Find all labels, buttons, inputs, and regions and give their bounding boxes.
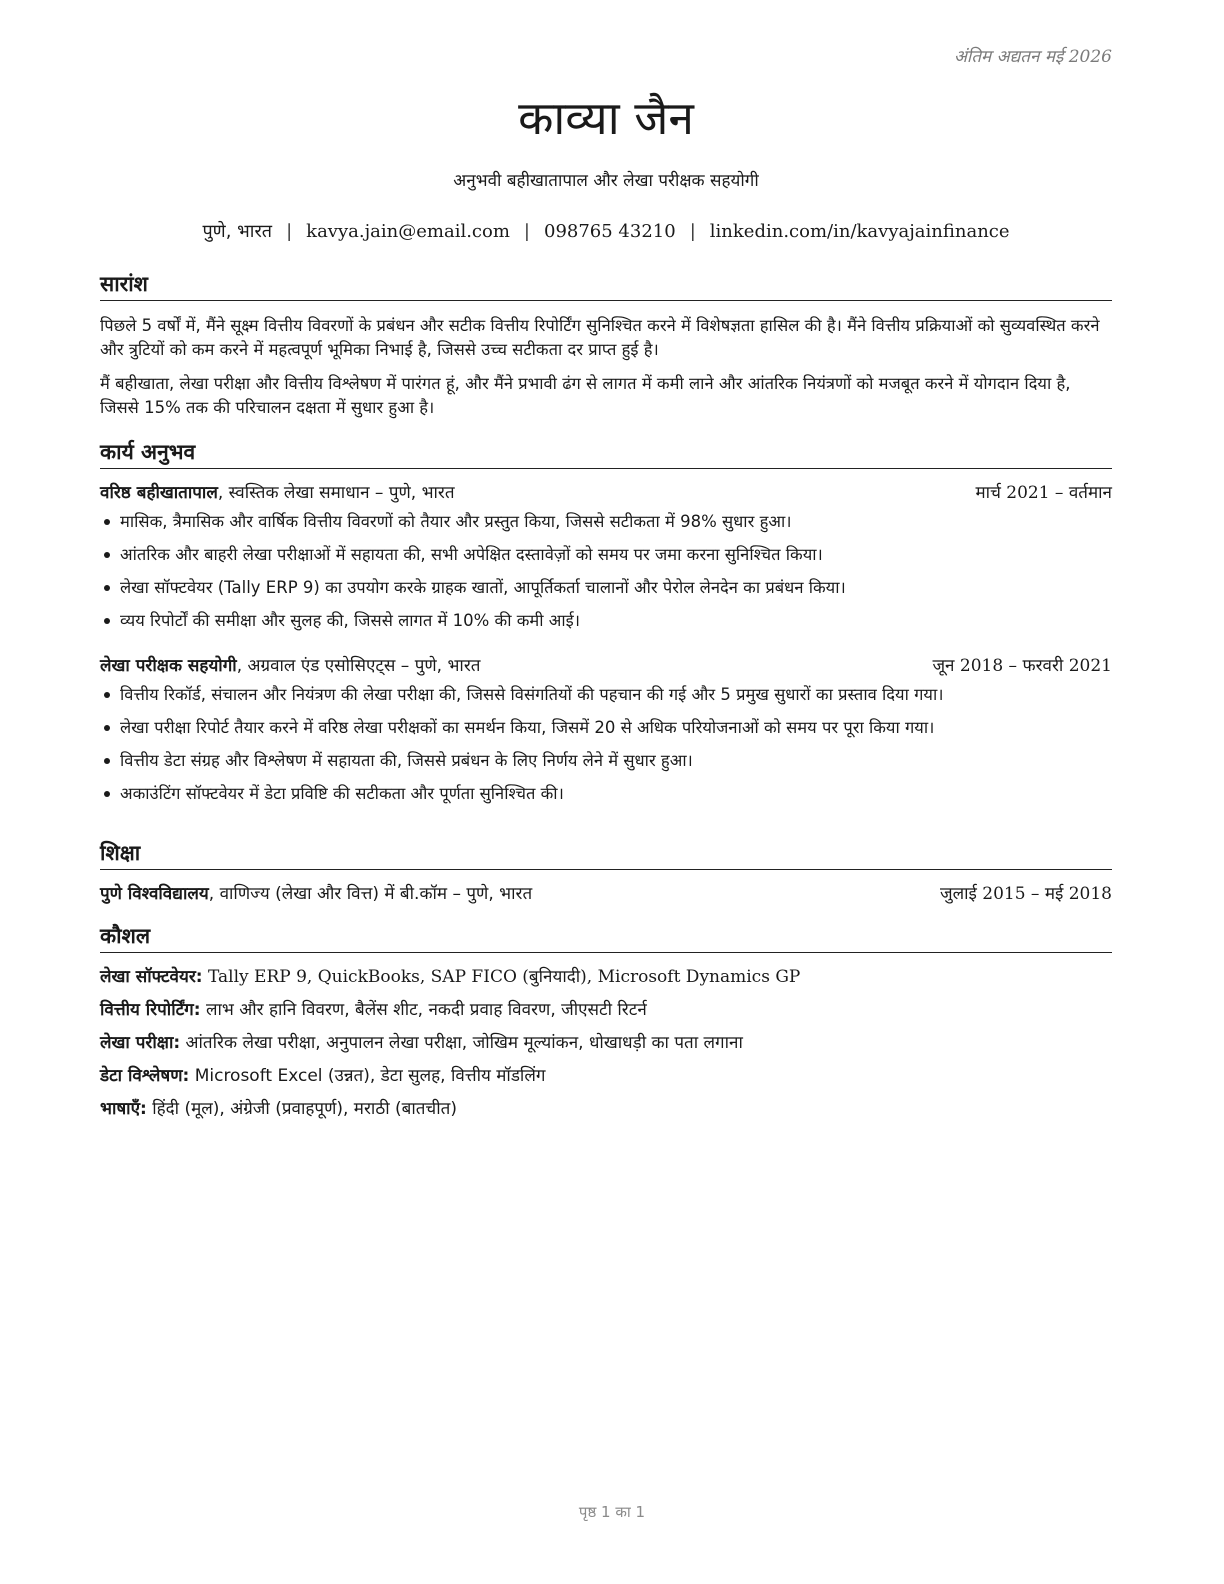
education-institution: पुणे विश्वविद्यालय: [100, 884, 209, 904]
skill-label: भाषाएँ:: [100, 1099, 147, 1119]
job-entry: [100, 481, 1112, 637]
skill-value: हिंदी (मूल), अंग्रेजी (प्रवाहपूर्ण), मराठी (बातचीत): [146, 1099, 457, 1119]
summary-section: [100, 270, 1112, 420]
contact-separator: |: [689, 221, 696, 242]
experience-section: [100, 438, 1112, 810]
education-dates: जुलाई 2015 – मई 2018: [939, 884, 1112, 904]
job-role: वरिष्ठ बहीखातापाल: [100, 483, 218, 503]
skill-row: [100, 1027, 1112, 1060]
job-dates: जून 2018 – फरवरी 2021: [932, 656, 1112, 676]
education-entry: [100, 882, 1112, 906]
job-bullet: आंतरिक और बाहरी लेखा परीक्षाओं में सहायता की, सभी अपेक्षित दस्तावेज़ों को समय पर जमा करना सुनिश्चित किया।: [100, 538, 1112, 571]
education-section: [100, 839, 1112, 906]
skill-value: लाभ और हानि विवरण, बैलेंस शीट, नकदी प्रवाह विवरण, जीएसटी रिटर्न: [200, 1000, 647, 1020]
page-number: पृष्ठ 1 का 1: [578, 1503, 646, 1521]
skills-list: [100, 961, 1112, 1126]
job-bullet: मासिक, त्रैमासिक और वार्षिक वित्तीय विवरणों को तैयार और प्रस्तुत किया, जिससे सटीकता में 98% सुधार हुआ।: [100, 505, 1112, 538]
contact-separator: |: [523, 221, 530, 242]
job-bullet: वित्तीय रिकॉर्ड, संचालन और नियंत्रण की लेखा परीक्षा की, जिससे विसंगतियों की पहचान की गई और 5 प्रमुख सुधारों का प्रस्ताव दिया गया।: [100, 678, 1112, 711]
job-bullet: व्यय रिपोर्टों की समीक्षा और सुलह की, जिससे लागत में 10% की कमी आई।: [100, 604, 1112, 637]
job-bullet: लेखा सॉफ्टवेयर (Tally ERP 9) का उपयोग करके ग्राहक खातों, आपूर्तिकर्ता चालानों और पेरोल लेनदेन का प्रबंधन किया।: [100, 571, 1112, 604]
contact-line: [100, 219, 1112, 243]
contact-linkedin[interactable]: linkedin.com/in/kavyajainfinance: [709, 221, 1010, 242]
skill-value: आंतरिक लेखा परीक्षा, अनुपालन लेखा परीक्षा, जोखिम मूल्यांकन, धोखाधड़ी का पता लगाना: [180, 1033, 743, 1053]
job-header: [100, 481, 1112, 505]
job-dates: मार्च 2021 – वर्तमान: [975, 483, 1112, 503]
summary-paragraph: पिछले 5 वर्षों में, मैंने सूक्ष्म वित्तीय विवरणों के प्रबंधन और सटीक वित्तीय रिपोर्टिंग सुनिश्चित करने में विशेषज्ञता हासिल की है। मैंने वित्तीय प्रक्रियाओं को सुव्यवस्थित करने और त्रुटियों को कम करने में महत्वपूर्ण भूमिका निभाई है, जिससे उच्च सटीकता दर प्राप्त हुई है।: [100, 316, 1100, 359]
section-title-skills: कौशल: [100, 922, 1112, 953]
job-bullets: [100, 505, 1112, 637]
job-bullet: अकाउंटिंग सॉफ्टवेयर में डेटा प्रविष्टि की सटीकता और पूर्णता सुनिश्चित की।: [100, 777, 1112, 810]
job-entry: [100, 654, 1112, 810]
skill-label: लेखा सॉफ्टवेयर:: [100, 967, 203, 987]
candidate-name: काव्या जैन: [518, 91, 694, 145]
job-bullet: लेखा परीक्षा रिपोर्ट तैयार करने में वरिष्ठ लेखा परीक्षकों का समर्थन किया, जिसमें 20 से अधिक परियोजनाओं को समय पर पूरा किया गया।: [100, 711, 1112, 744]
education-detail: , वाणिज्य (लेखा और वित्त) में बी.कॉम – पुणे, भारत: [208, 884, 533, 904]
section-title-experience: कार्य अनुभव: [100, 438, 1112, 469]
job-bullet: वित्तीय डेटा संग्रह और विश्लेषण में सहायता की, जिससे प्रबंधन के लिए निर्णय लेने में सुधार हुआ।: [100, 744, 1112, 777]
skill-label: वित्तीय रिपोर्टिंग:: [100, 1000, 201, 1020]
skills-section: [100, 922, 1112, 1126]
skill-value: Microsoft Excel (उन्नत), डेटा सुलह, वित्तीय मॉडलिंग: [189, 1066, 546, 1086]
skill-label: लेखा परीक्षा:: [100, 1033, 181, 1053]
contact-phone[interactable]: 098765 43210: [544, 221, 676, 242]
job-bullets: [100, 678, 1112, 810]
skill-label: डेटा विश्लेषण:: [100, 1066, 190, 1086]
job-header: [100, 654, 1112, 678]
skill-row: [100, 1093, 1112, 1126]
section-title-education: शिक्षा: [100, 839, 1112, 870]
job-company: , स्वस्तिक लेखा समाधान – पुणे, भारत: [217, 483, 455, 503]
last-updated: अंतिम अद्यतन मई 2026: [953, 47, 1112, 67]
contact-email[interactable]: kavya.jain@email.com: [306, 221, 510, 242]
skill-value: Tally ERP 9, QuickBooks, SAP FICO (बुनियादी), Microsoft Dynamics GP: [202, 967, 801, 987]
skill-row: [100, 994, 1112, 1027]
contact-separator: |: [286, 221, 293, 242]
section-title-summary: सारांश: [100, 270, 1112, 301]
job-role: लेखा परीक्षक सहयोगी: [100, 656, 237, 676]
headline: अनुभवी बहीखातापाल और लेखा परीक्षक सहयोगी: [453, 171, 759, 191]
skill-row: [100, 1060, 1112, 1093]
job-company: , अग्रवाल एंड एसोसिएट्स – पुणे, भारत: [236, 656, 481, 676]
contact-location: पुणे, भारत: [202, 221, 273, 242]
skill-row: [100, 961, 1112, 994]
summary-paragraph: मैं बहीखाता, लेखा परीक्षा और वित्तीय विश्लेषण में पारंगत हूं, और मैंने प्रभावी ढंग से लागत में कमी लाने और आंतरिक नियंत्रणों को मजबूत करने में योगदान दिया है, जिससे 15% तक की परिचालन दक्षता में सुधार हुआ है।: [100, 374, 1071, 417]
